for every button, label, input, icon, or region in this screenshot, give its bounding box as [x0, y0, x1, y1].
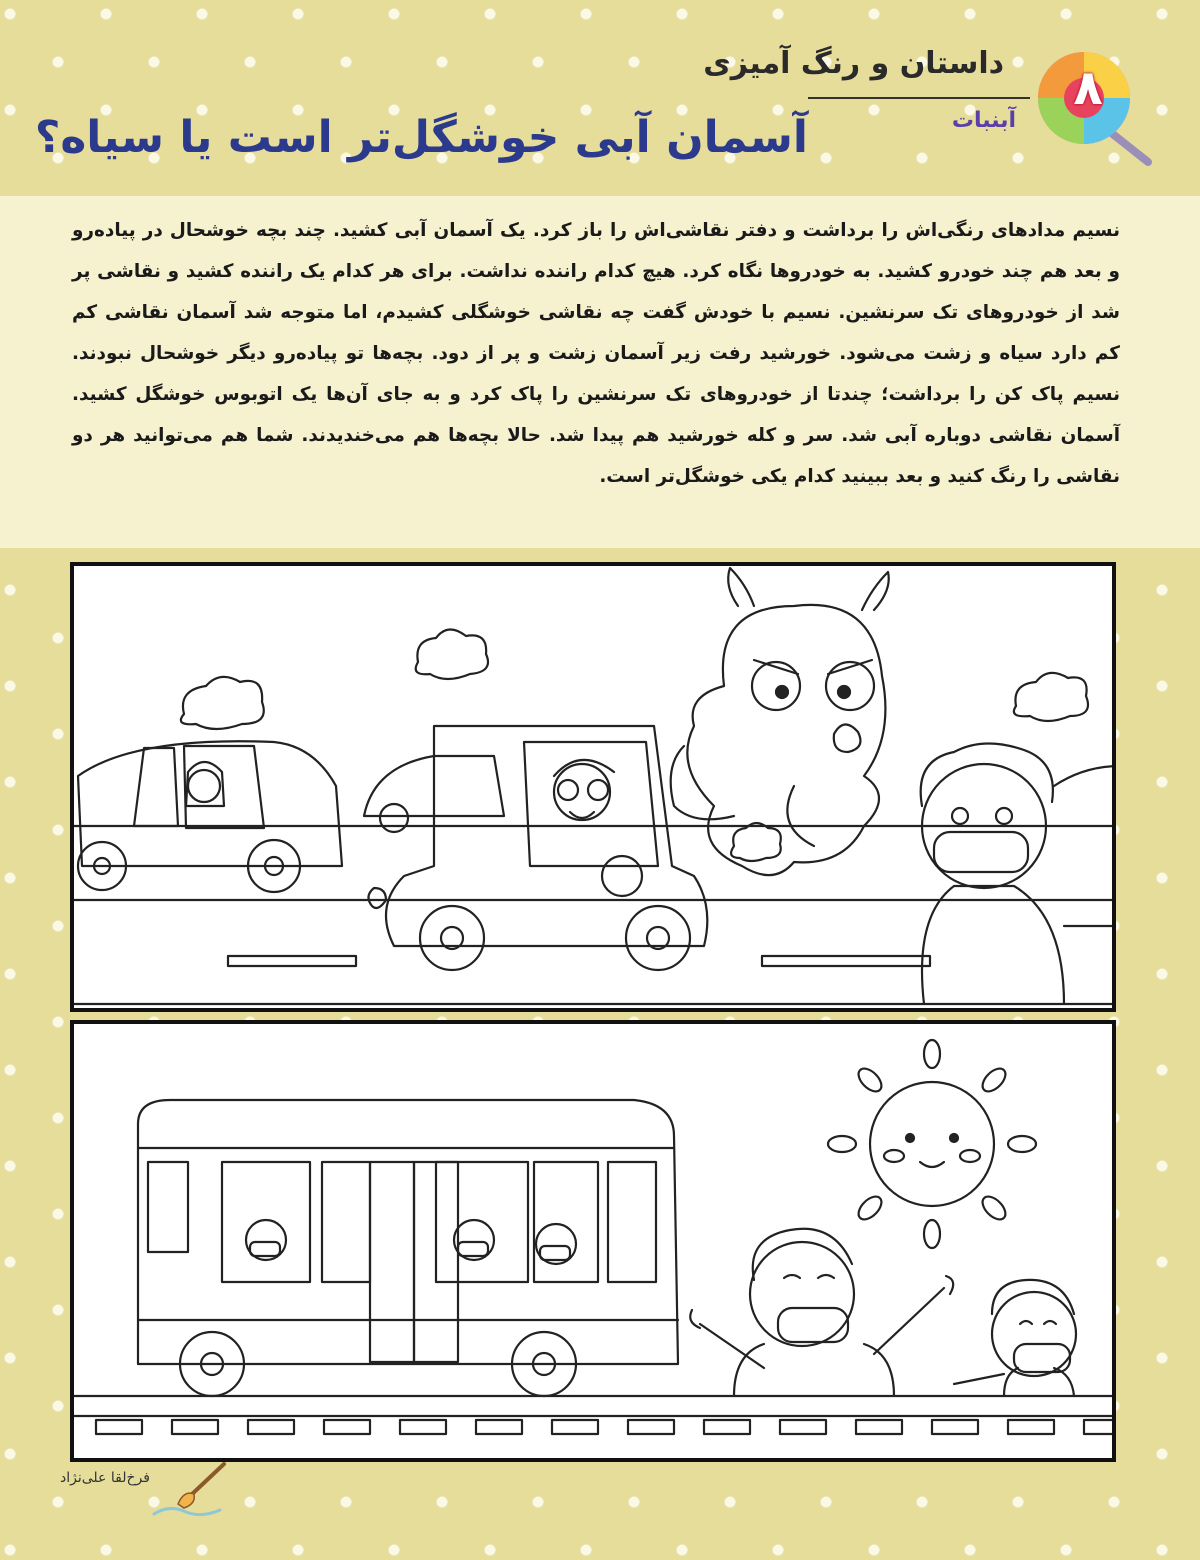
- story-text: نسیم مدادهای رنگی‌اش را برداشت و دفتر نقاشی‌اش را باز کرد. یک آسمان آبی کشید. چند بچه خوشحال در پیاده‌رو و بعد هم چند خودرو کشید. به خودروها نگاه کرد. هیچ کدام راننده نداشت. برای هر کدام یک راننده کشید و نقاشی پر شد از خودروهای تک سرنشین. نسیم با خودش گفت چه نقاشی خوشگلی کشیدم، اما متوجه شد آسمان نقاشی کم کم دارد سیاه و زشت می‌شود. خورشید رفت زیر آسمان زشت و پر از دود. بچه‌ها تو پیاده‌رو دیگر خوشحال نبودند. نسیم پاک کن را برداشت؛ چندتا از خودروهای تک سرنشین را پاک کرد و به جای آن‌ها یک اتوبوس خوشگل کشید. آسمان نقاشی دوباره آبی شد. سر و کله خورشید هم پیدا شد. حالا بچه‌ها هم می‌خندیدند. شما هم می‌توانید هر دو نقاشی را رنگ کنید و بعد ببینید کدام یکی خوشگل‌تر است.: [72, 220, 1120, 487]
- car-right: [1054, 766, 1116, 926]
- page-title: آسمان آبی خوشگل‌تر است یا سیاه؟: [34, 112, 808, 163]
- coloring-panel-polluted: [70, 562, 1116, 1012]
- cloud: [181, 677, 264, 729]
- happy-kid-right: [954, 1280, 1076, 1396]
- sun-face: [828, 1040, 1036, 1248]
- masked-boy: [921, 743, 1064, 1004]
- bus: [138, 1100, 678, 1396]
- happy-kid-left: [690, 1229, 953, 1396]
- paintbrush-icon: [150, 1460, 230, 1520]
- magazine-logo-text: آبنبات: [951, 108, 1017, 133]
- road-stripe: [228, 956, 356, 966]
- cloud: [1014, 673, 1088, 721]
- story-box: [0, 196, 1200, 548]
- coloring-panel-clean: [70, 1020, 1116, 1462]
- page-header: [0, 0, 1200, 190]
- cloud: [731, 823, 781, 861]
- section-label: داستان و رنگ آمیزی: [703, 46, 1004, 81]
- smoke-monster: [671, 568, 889, 875]
- road-stripes: [96, 1420, 1116, 1434]
- road-stripe: [762, 956, 930, 966]
- car-center: [368, 726, 707, 970]
- issue-number: ۸: [1073, 60, 1103, 116]
- car-left: [78, 741, 342, 892]
- illustrator-credit: فرخ‌لقا علی‌نژاد: [60, 1470, 150, 1486]
- cloud: [416, 629, 488, 679]
